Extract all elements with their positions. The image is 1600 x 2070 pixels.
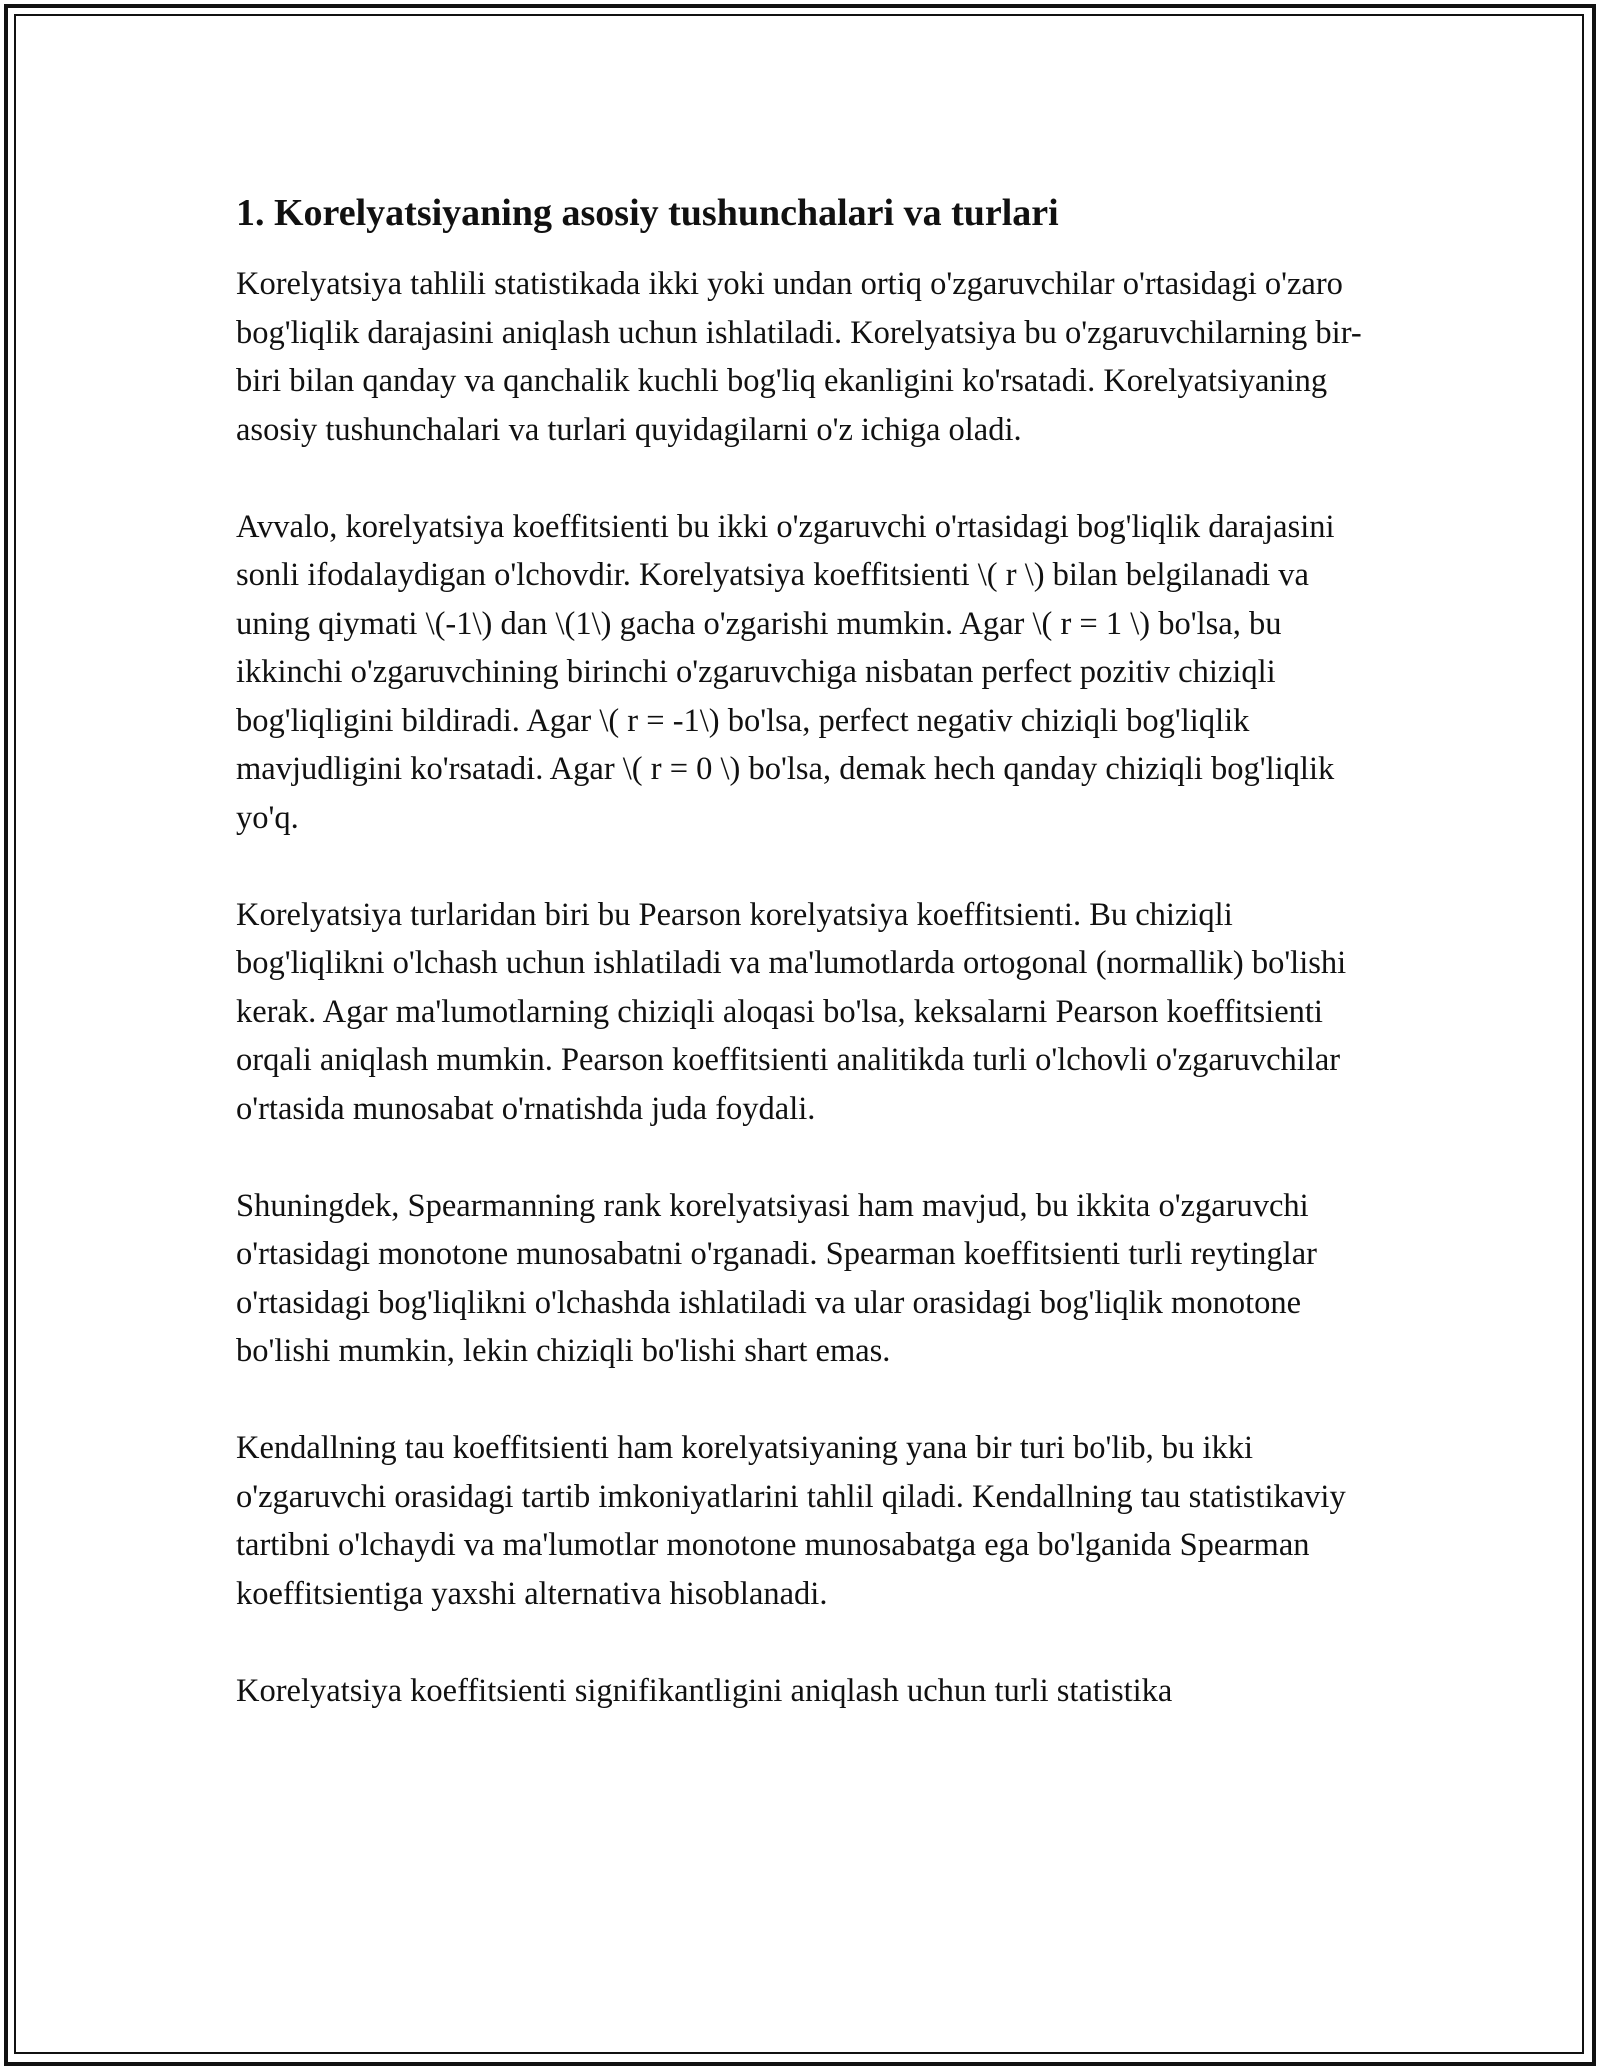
paragraph-coefficient: Avvalo, korelyatsiya koeffitsienti bu ikki o'zgaruvchi o'rtasidagi bog'liqlik darajasini sonli ifodalaydigan o'lchovdir. Korelyatsiya koeffitsienti \( r \) bilan belgilanadi va uning qiymati \(-1\) dan \(1\) gacha o'zgarishi mumkin. Agar \( r = 1 \) bo'lsa, bu ikkinchi o'zgaruvchining birinchi o'zgaruvchiga nisbatan perfect pozitiv chiziqli bog'liqligini bildiradi. Agar \( r = -1\) bo'lsa, perfect negativ chiziqli bog'liqlik mavjudligini ko'rsatadi. Agar \( r = 0 \) bo'lsa, demak hech qanday chiziqli bog'liqlik yo'q. [236,508,1335,836]
section-heading: 1. Korelyatsiyaning asosiy tushunchalari va turlari [236,192,1059,234]
paragraph-spearman: Shuningdek, Spearmanning rank korelyatsiyasi ham mavjud, bu ikkita o'zgaruvchi o'rtasidagi monotone munosabatni o'rganadi. Spearman koeffitsienti turli reytinglar o'rtasidagi bog'liqlikni o'lchashda ishlatiladi va ular orasidagi bog'liqlik monotone bo'lishi mumkin, lekin chiziqli bo'lishi shart emas. [236,1187,1317,1369]
document-body [236,188,1376,1715]
paragraph-intro: Korelyatsiya tahlili statistikada ikki yoki undan ortiq o'zgaruvchilar o'rtasidagi o'zaro bog'liqlik darajasini aniqlash uchun ishlatiladi. Korelyatsiya bu o'zgaruvchilarning bir-biri bilan qanday va qanchalik kuchli bog'liq ekanligini ko'rsatadi. Korelyatsiyaning asosiy tushunchalari va turlari quyidagilarni o'z ichiga oladi. [236,266,1362,448]
paragraph-pearson: Korelyatsiya turlaridan biri bu Pearson korelyatsiya koeffitsienti. Bu chiziqli bog'liqlikni o'lchash uchun ishlatiladi va ma'lumotlarda ortogonal (normallik) bo'lishi kerak. Agar ma'lumotlarning chiziqli aloqasi bo'lsa, keksalarni Pearson koeffitsienti orqali aniqlash mumkin. Pearson koeffitsienti analitikda turli o'lchovli o'zgaruvchilar o'rtasida munosabat o'rnatishda juda foydali. [236,896,1347,1127]
paragraph-significance: Korelyatsiya koeffitsienti signifikantligini aniqlash uchun turli statistika [236,1672,1173,1709]
paragraph-kendall: Kendallning tau koeffitsienti ham korelyatsiyaning yana bir turi bo'lib, bu ikki o'zgaruvchi orasidagi tartib imkoniyatlarini tahlil qiladi. Kendallning tau statistikaviy tartibni o'lchaydi va ma'lumotlar monotone munosabatga ega bo'lganida Spearman koeffitsientiga yaxshi alternativa hisoblanadi. [236,1430,1346,1612]
